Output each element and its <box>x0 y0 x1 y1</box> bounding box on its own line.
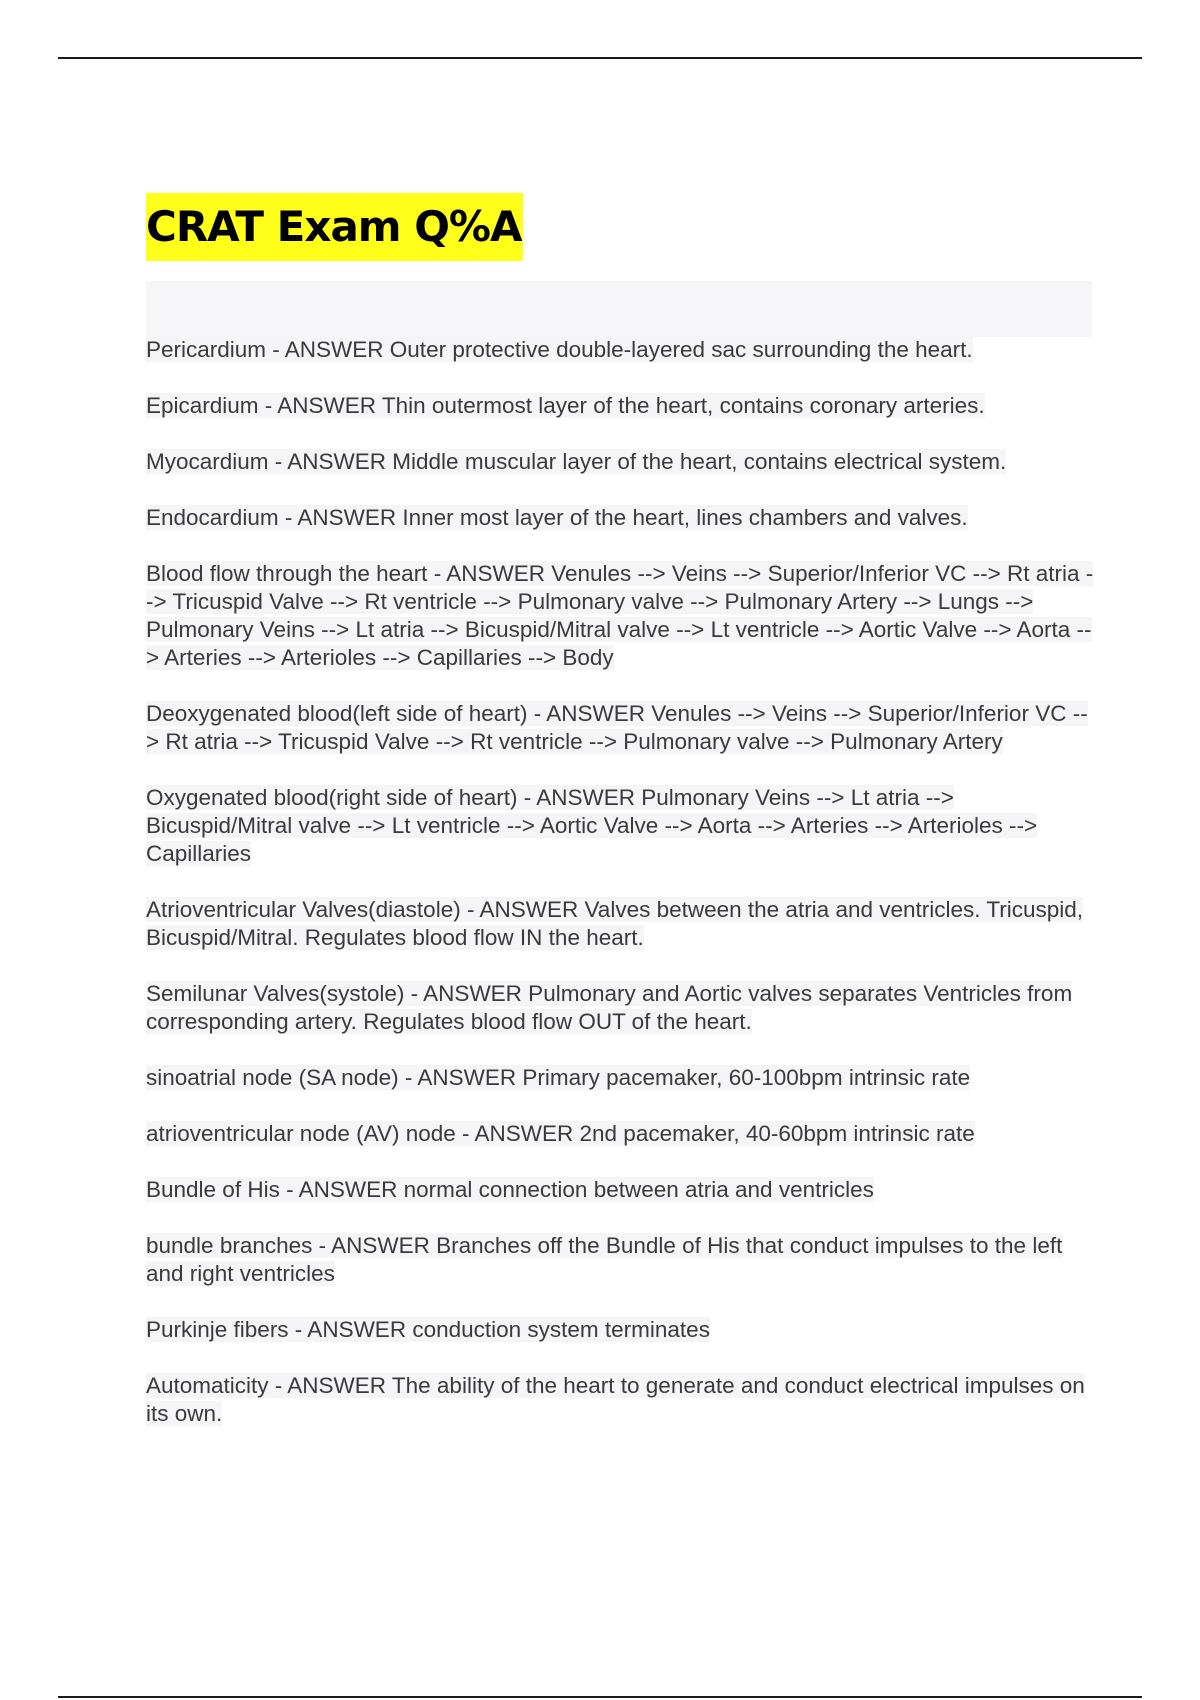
qa-text: Epicardium - ANSWER Thin outermost layer of the heart, contains coronary arteries. <box>146 393 985 418</box>
qa-item-myocardium <box>146 448 1096 476</box>
qa-text: Automaticity - ANSWER The ability of the heart to generate and conduct electrical impulses on its own. <box>146 1373 1085 1426</box>
qa-text: Purkinje fibers - ANSWER conduction system terminates <box>146 1317 710 1342</box>
top-rule <box>58 57 1142 59</box>
qa-item-blood-flow <box>146 560 1096 672</box>
qa-item-purkinje-fibers <box>146 1316 1096 1344</box>
qa-item-av-node <box>146 1120 1096 1148</box>
qa-text: Blood flow through the heart - ANSWER Venules --> Veins --> Superior/Inferior VC --> Rt atria --> Tricuspid Valve --> Rt ventricle --> Pulmonary valve --> Pulmonary Artery --> Lungs --> Pulmonary Veins --> Lt atria --> Bicuspid/Mitral valve --> Lt ventricle --> Aortic Valve --> Aorta --> Arteries --> Arterioles --> Capillaries --> Body <box>146 561 1094 670</box>
title-highlight <box>146 193 523 261</box>
qa-item-sa-node <box>146 1064 1096 1092</box>
blank-band <box>146 281 1092 337</box>
qa-text: Endocardium - ANSWER Inner most layer of the heart, lines chambers and valves. <box>146 505 968 530</box>
bottom-rule <box>58 1696 1142 1698</box>
qa-item-pericardium <box>146 336 1096 364</box>
qa-item-bundle-branches <box>146 1232 1096 1288</box>
qa-text: Pericardium - ANSWER Outer protective double-layered sac surrounding the heart. <box>146 337 973 362</box>
qa-text: Semilunar Valves(systole) - ANSWER Pulmonary and Aortic valves separates Ventricles from corresponding artery. Regulates blood flow OUT of the heart. <box>146 981 1073 1034</box>
qa-text: Atrioventricular Valves(diastole) - ANSWER Valves between the atria and ventricles. Tricuspid, Bicuspid/Mitral. Regulates blood flow IN the heart. <box>146 897 1084 950</box>
qa-item-av-valves <box>146 896 1096 952</box>
qa-text: Bundle of His - ANSWER normal connection between atria and ventricles <box>146 1177 874 1202</box>
qa-item-oxygenated-blood <box>146 784 1096 868</box>
qa-item-epicardium <box>146 392 1096 420</box>
qa-item-automaticity <box>146 1372 1096 1428</box>
qa-item-semilunar-valves <box>146 980 1096 1036</box>
page-title: CRAT Exam Q%A <box>146 202 522 251</box>
qa-item-deoxygenated-blood <box>146 700 1096 756</box>
qa-text: bundle branches - ANSWER Branches off the Bundle of His that conduct impulses to the left and right ventricles <box>146 1233 1063 1286</box>
qa-text: atrioventricular node (AV) node - ANSWER 2nd pacemaker, 40-60bpm intrinsic rate <box>146 1121 975 1146</box>
qa-item-endocardium <box>146 504 1096 532</box>
qa-text: Oxygenated blood(right side of heart) - ANSWER Pulmonary Veins --> Lt atria --> Bicuspid/Mitral valve --> Lt ventricle --> Aortic Valve --> Aorta --> Arteries --> Arterioles --> Capillaries <box>146 785 1038 866</box>
qa-text: Deoxygenated blood(left side of heart) - ANSWER Venules --> Veins --> Superior/Inferior VC --> Rt atria --> Tricuspid Valve --> Rt ventricle --> Pulmonary valve --> Pulmonary Artery <box>146 701 1088 754</box>
qa-list <box>146 336 1096 1456</box>
qa-text: sinoatrial node (SA node) - ANSWER Primary pacemaker, 60-100bpm intrinsic rate <box>146 1065 971 1090</box>
qa-text: Myocardium - ANSWER Middle muscular layer of the heart, contains electrical system. <box>146 449 1007 474</box>
qa-item-bundle-of-his <box>146 1176 1096 1204</box>
